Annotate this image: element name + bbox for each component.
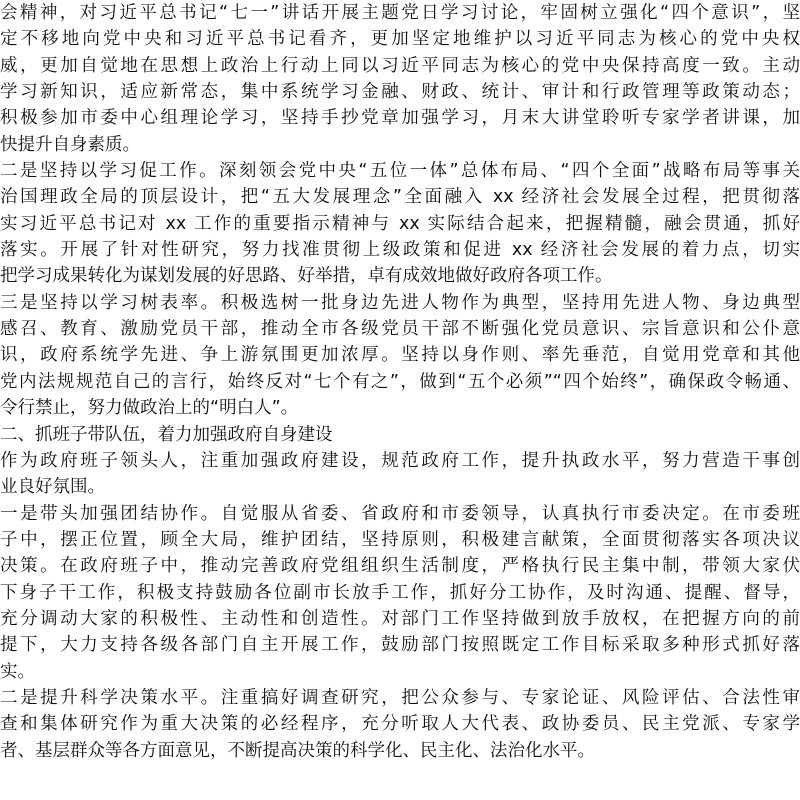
text-line-1: 会精神，对习近平总书记“七一”讲话开展主题党日学习讨论，牢固树立强化“四个意识”，坚 [0, 3, 800, 23]
text-line-8: 治国理政全局的顶层设计，把“五大发展理念”全面融入 xx 经济社会发展全过程，把贯彻落 [0, 187, 800, 208]
section-heading: 二、抓班子带队伍，着力加强政府自身建设 [0, 424, 333, 445]
text-line-6: 快提升自身素质。 [0, 134, 140, 155]
text-line-19: 业良好氛围。 [0, 477, 105, 498]
text-line-10: 落实。开展了针对性研究，努力找准贯彻上级政策和促进 xx 经济社会发展的着力点，切实 [0, 240, 800, 261]
text-line-14: 识，政府系统学先进、争上游氛围更加浓厚。坚持以身作则、率先垂范，自觉用党章和其他 [0, 345, 800, 366]
text-line-9: 实习近平总书记对 xx 工作的重要指示精神与 xx 实际结合起来，把握精髓，融会贯通，抓好 [0, 213, 800, 234]
text-line-28: 查和集体研究作为重大决策的必经程序，充分听取人大代表、政协委员、民主党派、专家学 [0, 714, 800, 735]
text-line-27: 二是提升科学决策水平。注重搞好调查研究，把公众参与、专家论证、风险评估、合法性审 [0, 687, 800, 708]
text-line-25: 提下，大力支持各级各部门自主开展工作，鼓励部门按照既定工作目标采取多种形式抓好落 [0, 635, 800, 656]
text-line-13: 感召、教育、激励党员干部，推动全市各级党员干部不断强化党员意识、宗旨意识和公仆意 [0, 319, 800, 340]
text-line-5: 积极参加市委中心组理论学习，坚持手抄党章加强学习，月末大讲堂聆听专家学者讲课，加 [0, 108, 800, 129]
text-line-29: 者、基层群众等各方面意见，不断提高决策的科学化、民主化、法治化水平。 [0, 740, 595, 761]
text-line-16: 令行禁止，努力做政治上的“明白人”。 [0, 398, 299, 419]
text-line-15: 党内法规规范自己的言行，始终反对“七个有之”，做到“五个必须”“四个始终”，确保政令畅通、 [0, 371, 800, 392]
text-line-3: 威，更加自觉地在思想上政治上行动上同以习近平同志为核心的党中央保持高度一致。主动 [0, 55, 800, 76]
text-line-2: 定不移地向党中央和习近平总书记看齐，更加坚定地维护以习近平同志为核心的党中央权 [0, 29, 800, 50]
text-line-21: 子中，摆正位置，顾全大局，维护团结，坚持原则，积极建言献策，全面贯彻落实各项决议 [0, 529, 800, 550]
text-line-24: 充分调动大家的积极性、主动性和创造性。对部门工作坚持做到放手放权，在把握方向的前 [0, 608, 800, 629]
text-line-26: 实。 [0, 661, 35, 682]
text-line-7: 二是坚持以学习促工作。深刻领会党中央“五位一体”总体布局、“四个全面”战略布局等事关 [0, 161, 800, 182]
text-line-11: 把学习成果转化为谋划发展的好思路、好举措，卓有成效地做好政府各项工作。 [0, 266, 613, 287]
text-line-4: 学习新知识，适应新常态，集中系统学习金融、财政、统计、审计和行政管理等政策动态； [0, 82, 800, 103]
text-line-22: 决策。在政府班子中，推动完善政府党组组织生活制度，严格执行民主集中制，带领大家伏 [0, 556, 800, 577]
text-line-23: 下身子干工作，积极支持鼓励各位副市长放手工作，抓好分工协作，及时沟通、提醒、督导， [0, 582, 800, 603]
text-line-18: 作为政府班子领头人，注重加强政府建设，规范政府工作，提升执政水平，努力营造干事创 [0, 450, 800, 471]
text-line-12: 三是坚持以学习树表率。积极选树一批身边先进人物作为典型，坚持用先进人物、身边典型 [0, 292, 800, 313]
text-line-20: 一是带头加强团结协作。自觉服从省委、省政府和市委领导，认真执行市委决定。在市委班 [0, 503, 800, 524]
